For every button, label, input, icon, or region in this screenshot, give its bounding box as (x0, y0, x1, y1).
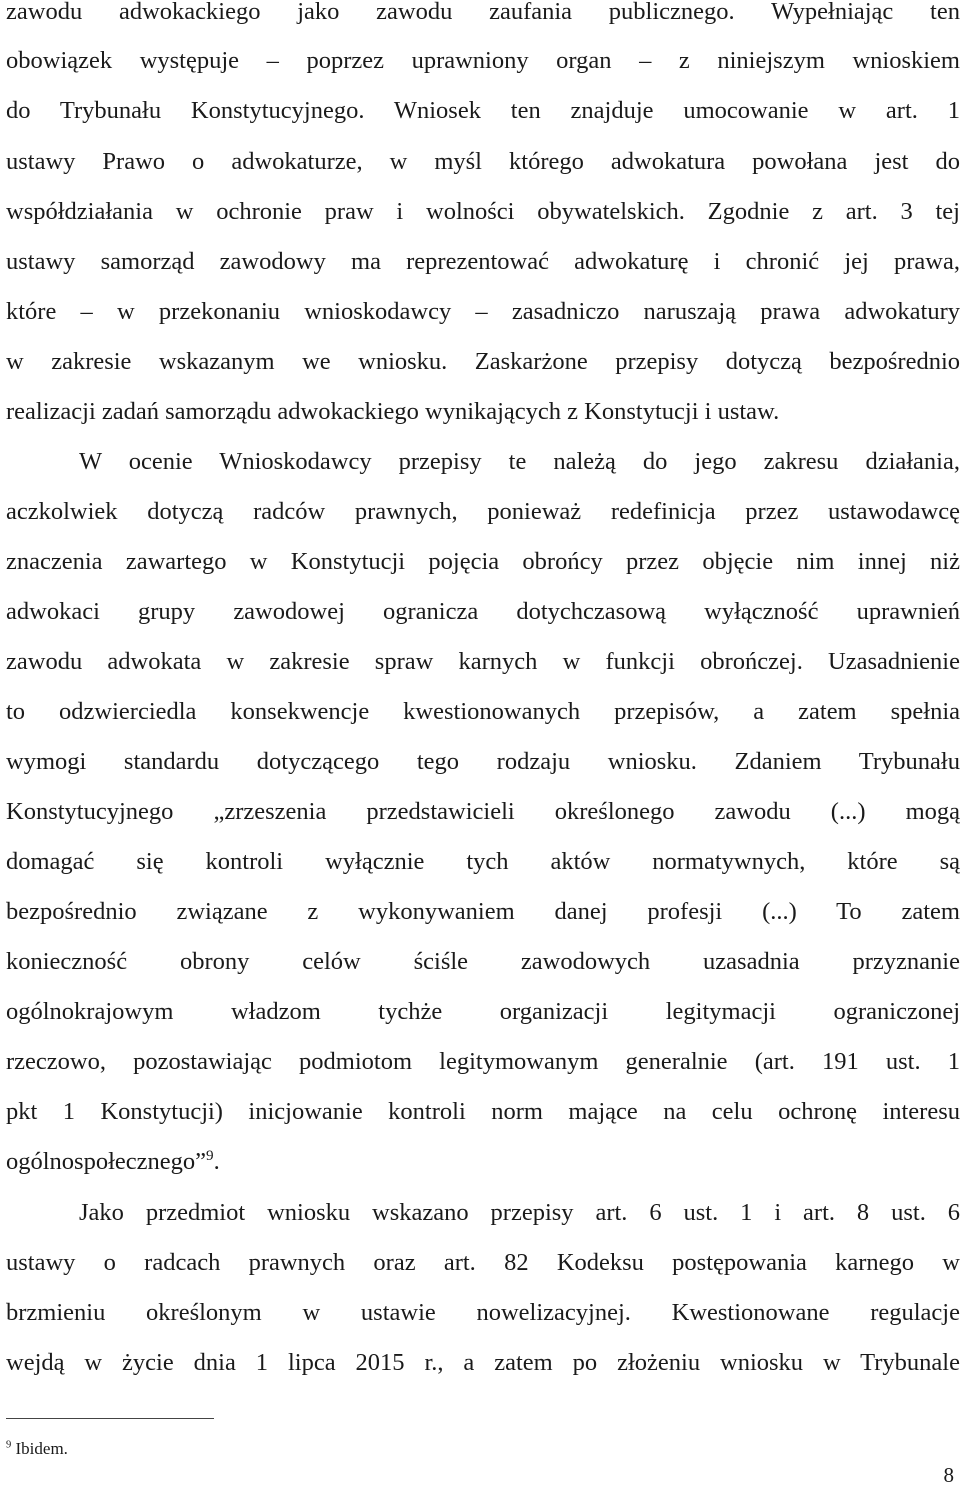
text-line: ustawy Prawo o adwokaturze, w myśl którego adwokatura powołana jest do (6, 148, 960, 175)
text-line: adwokaci grupy zawodowej ogranicza dotychczasową wyłączność uprawnień (6, 598, 960, 625)
footnote (6, 1436, 68, 1462)
page-number: 8 (943, 1463, 954, 1487)
text-span: ogólnospołecznego” (6, 1148, 207, 1175)
text-line: realizacji zadań samorządu adwokackiego wynikających z Konstytucji i ustaw. (6, 398, 780, 425)
text-line: domagać się kontroli wyłącznie tych aktów normatywnych, które są (6, 848, 960, 875)
text-line: które – w przekonaniu wnioskodawcy – zasadniczo naruszają prawa adwokatury (6, 298, 960, 325)
text-line: Konstytucyjnego „zrzeszenia przedstawicieli określonego zawodu (...) mogą (6, 798, 960, 825)
text-line: wejdą w życie dnia 1 lipca 2015 r., a zatem po złożeniu wniosku w Trybunale (6, 1349, 960, 1376)
footnote-number: 9 (6, 1439, 12, 1451)
text-line: do Trybunału Konstytucyjnego. Wniosek ten znajduje umocowanie w art. 1 (6, 97, 960, 124)
text-line: rzeczowo, pozostawiając podmiotom legitymowanym generalnie (art. 191 ust. 1 (6, 1048, 960, 1075)
text-line: aczkolwiek dotyczą radców prawnych, ponieważ redefinicja przez ustawodawcę (6, 498, 960, 525)
text-line: obowiązek występuje – poprzez uprawniony organ – z niniejszym wnioskiem (6, 47, 960, 74)
text-line: zawodu adwokackiego jako zawodu zaufania publicznego. Wypełniając ten (6, 0, 960, 25)
text-line: ogólnokrajowym władzom tychże organizacji legitymacji ograniczonej (6, 998, 960, 1025)
text-line: w zakresie wskazanym we wniosku. Zaskarżone przepisy dotyczą bezpośrednio (6, 348, 960, 375)
text-line: brzmieniu określonym w ustawie nowelizacyjnej. Kwestionowane regulacje (6, 1299, 960, 1326)
text-line: zawodu adwokata w zakresie spraw karnych w funkcji obrończej. Uzasadnienie (6, 648, 960, 675)
text-line: ustawy o radcach prawnych oraz art. 82 Kodeksu postępowania karnego w (6, 1249, 960, 1276)
paragraph-first-line: Jako przedmiot wniosku wskazano przepisy art. 6 ust. 1 i art. 8 ust. 6 (79, 1199, 960, 1226)
paragraph-first-line: W ocenie Wnioskodawcy przepisy te należą do jego zakresu działania, (79, 448, 960, 475)
text-line: bezpośrednio związane z wykonywaniem danej profesji (...) To zatem (6, 898, 960, 925)
text-line: wymogi standardu dotyczącego tego rodzaju wniosku. Zdaniem Trybunału (6, 748, 960, 775)
text-span: . (213, 1148, 220, 1175)
text-line: pkt 1 Konstytucji) inicjowanie kontroli norm mające na celu ochronę interesu (6, 1098, 960, 1125)
footnote-reference: 9 (206, 1147, 214, 1164)
text-line-with-footnote-ref (6, 1147, 960, 1177)
footnote-separator (6, 1418, 214, 1419)
text-line: konieczność obrony celów ściśle zawodowych uzasadnia przyznanie (6, 948, 960, 975)
footnote-text: Ibidem. (15, 1439, 68, 1458)
text-line: współdziałania w ochronie praw i wolności obywatelskich. Zgodnie z art. 3 tej (6, 198, 960, 225)
text-line: to odzwierciedla konsekwencje kwestionowanych przepisów, a zatem spełnia (6, 698, 960, 725)
text-line: znaczenia zawartego w Konstytucji pojęcia obrońcy przez objęcie nim innej niż (6, 548, 960, 575)
text-line: ustawy samorząd zawodowy ma reprezentować adwokaturę i chronić jej prawa, (6, 248, 960, 275)
